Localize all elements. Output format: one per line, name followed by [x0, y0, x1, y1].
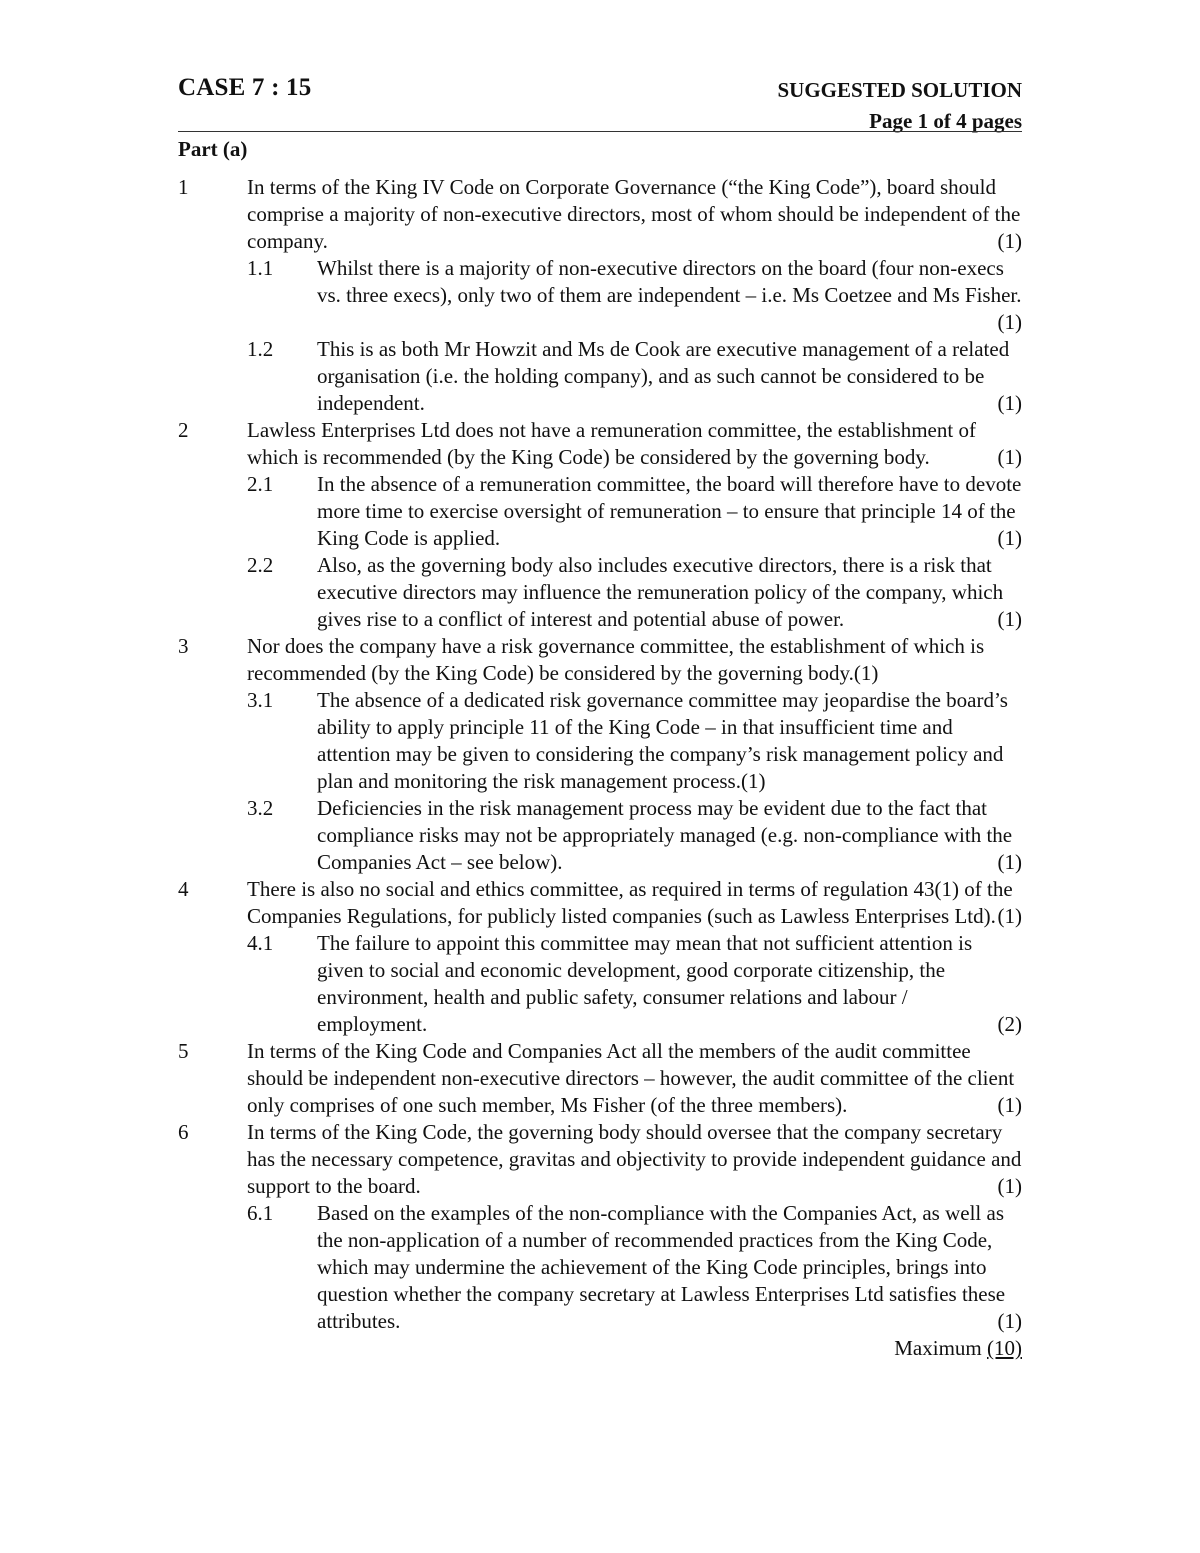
mark: (1) [997, 607, 1022, 631]
subpoint-text: Also, as the governing body also includes executive directors, there is a risk that executive directors may influence the remuneration policy of the company, which gives rise to a conflict of interest and potential abuse of power. [317, 553, 1004, 631]
subpoint-text: The failure to appoint this committee may mean that not sufficient attention is given to social and economic development, good corporate citizenship, the environment, health and public safety, consumer relations and labour / employment. [317, 931, 973, 1036]
point-1 [178, 174, 1022, 255]
mark: (1) [997, 526, 1022, 550]
subpoint-text: Deficiencies in the risk management process may be evident due to the fact that compliance risks may not be appropriately managed (e.g. non-compliance with the Companies Act – see below). [317, 796, 1013, 874]
mark: (1) [997, 229, 1022, 253]
point-6 [178, 1119, 1022, 1200]
subpoint-1-1 [178, 255, 1022, 336]
subpoint-text: The absence of a dedicated risk governance committee may jeopardise the board’s ability to apply principle 11 of the King Code – in that insufficient time and attention may be given to considering the company’s risk management policy and plan and monitoring the risk management process. [317, 688, 1008, 793]
subpoint-4-1 [178, 930, 1022, 1038]
subpoint-1-2 [178, 336, 1022, 417]
subpoint-2-1 [178, 471, 1022, 552]
subpoint-number: 4.1 [247, 931, 274, 955]
mark: (1) [997, 1093, 1022, 1117]
point-number: 2 [178, 418, 189, 442]
solution-title: SUGGESTED SOLUTION [777, 78, 1022, 102]
subpoint-number: 1.2 [247, 337, 274, 361]
maximum-value: (10) [987, 1336, 1022, 1360]
subpoint-3-1 [178, 687, 1022, 795]
subpoint-number: 2.2 [247, 553, 274, 577]
subpoint-number: 3.1 [247, 688, 274, 712]
point-text: There is also no social and ethics committee, as required in terms of regulation 43(1) of the Companies Regulations, for publicly listed companies (such as Lawless Enterprises Ltd). [247, 877, 1013, 928]
subpoint-2-2 [178, 552, 1022, 633]
point-text: In terms of the King Code, the governing body should oversee that the company secretary has the necessary competence, gravitas and objectivity to provide independent guidance and support to the board. [247, 1120, 1022, 1198]
subpoint-number: 2.1 [247, 472, 274, 496]
point-text: Nor does the company have a risk governance committee, the establishment of which is recommended (by the King Code) be considered by the governing body. [247, 634, 985, 685]
mark: (2) [997, 1012, 1022, 1036]
subpoint-number: 1.1 [247, 256, 274, 280]
subpoint-3-2 [178, 795, 1022, 876]
point-text: In terms of the King Code and Companies Act all the members of the audit committee should be independent non-executive directors – however, the audit committee of the client only comprises of one such member, Ms Fisher (of the three members). [247, 1039, 1015, 1117]
mark: (1) [997, 310, 1022, 334]
point-number: 5 [178, 1039, 189, 1063]
page-indicator: Page 1 of 4 pages [869, 109, 1022, 133]
point-2 [178, 417, 1022, 471]
subpoint-number: 6.1 [247, 1201, 274, 1225]
point-number: 1 [178, 175, 189, 199]
mark: (1) [997, 445, 1022, 469]
point-4 [178, 876, 1022, 930]
mark: (1) [997, 904, 1022, 928]
point-text: Lawless Enterprises Ltd does not have a remuneration committee, the establishment of which is recommended (by the King Code) be considered by the governing body. [247, 418, 976, 469]
mark: (1) [853, 661, 879, 685]
point-number: 3 [178, 634, 189, 658]
mark: (1) [997, 1309, 1022, 1333]
case-number: CASE 7 : 15 [178, 74, 312, 101]
mark: (1) [997, 850, 1022, 874]
subpoint-text: This is as both Mr Howzit and Ms de Cook are executive management of a related organisation (i.e. the holding company), and as such cannot be considered to be independent. [317, 337, 1010, 415]
part-heading: Part (a) [178, 137, 248, 161]
point-5 [178, 1038, 1022, 1119]
mark: (1) [740, 769, 766, 793]
point-number: 6 [178, 1120, 189, 1144]
mark: (1) [997, 1174, 1022, 1198]
subpoint-number: 3.2 [247, 796, 274, 820]
point-text: In terms of the King IV Code on Corporate Governance (“the King Code”), board should comprise a majority of non-executive directors, most of whom should be independent of the company. [247, 175, 1021, 253]
point-number: 4 [178, 877, 189, 901]
point-3 [178, 633, 1022, 687]
header-rule [178, 131, 1022, 132]
subpoint-text: In the absence of a remuneration committee, the board will therefore have to devote more time to exercise oversight of remuneration – to ensure that principle 14 of the King Code is applied. [317, 472, 1022, 550]
mark: (1) [997, 391, 1022, 415]
solution-list [178, 174, 1022, 1362]
subpoint-text: Based on the examples of the non-compliance with the Companies Act, as well as the non-application of a number of recommended practices from the King Code, which may undermine the achievement of the King Code principles, brings into question whether the company secretary at Lawless Enterprises Ltd satisfies these attributes. [317, 1201, 1006, 1333]
maximum-marks [178, 1335, 1022, 1362]
header-right [778, 78, 1023, 134]
subpoint-6-1 [178, 1200, 1022, 1335]
subpoint-text: Whilst there is a majority of non-executive directors on the board (four non-execs vs. three execs), only two of them are independent – i.e. Ms Coetzee and Ms Fisher. [317, 256, 1022, 307]
maximum-label: Maximum [894, 1336, 982, 1360]
